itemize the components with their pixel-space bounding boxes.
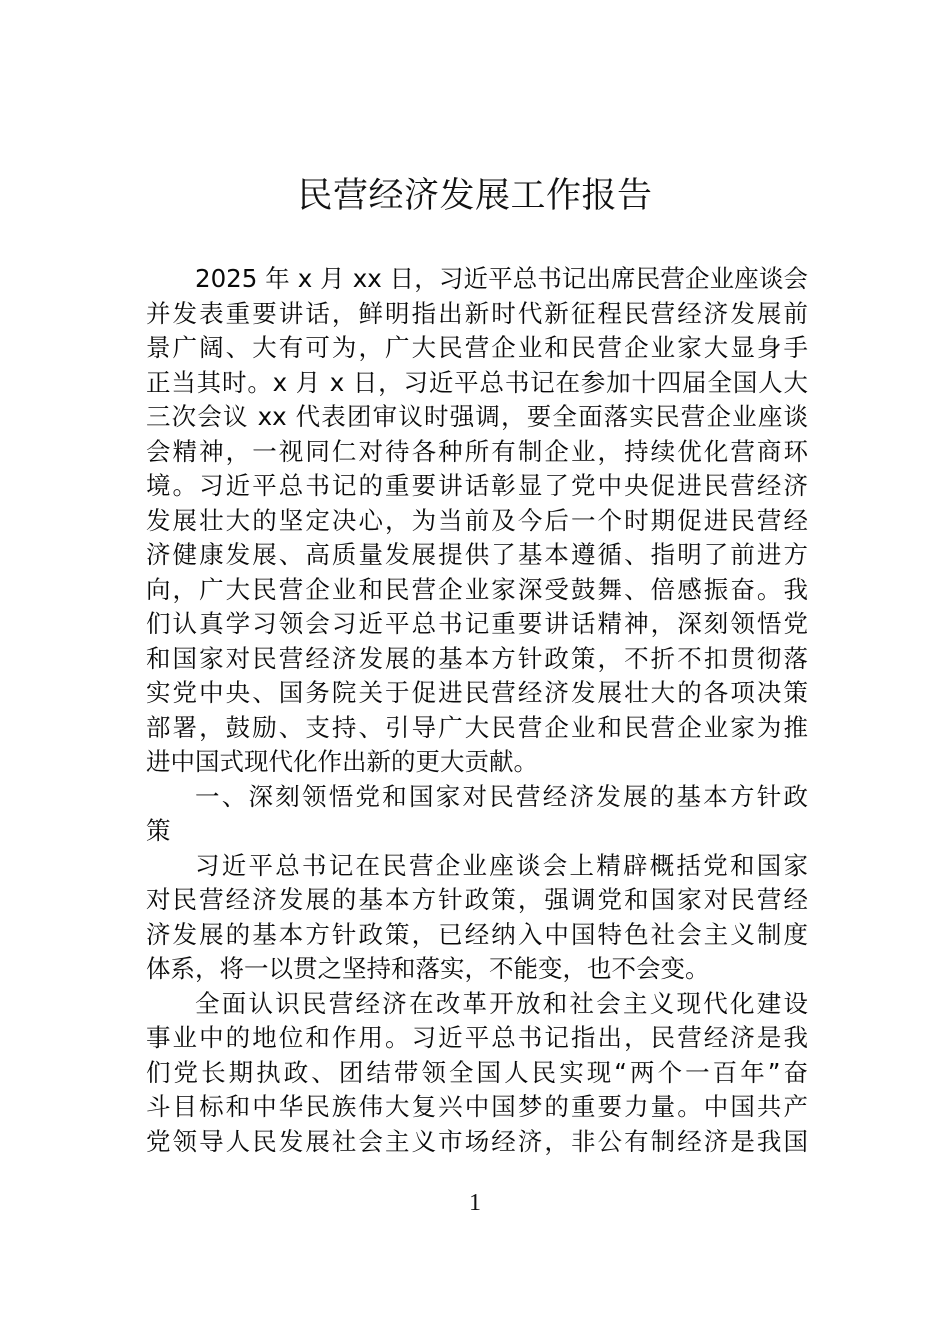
- text-line: 2025 年 x 月 xx 日，习近平总书记出席民营企业座谈会: [195, 264, 808, 293]
- text-line: 党领导人民发展社会主义市场经济，非公有制经济是我国: [146, 1126, 808, 1156]
- text-line: 向，广大民营企业和民营企业家深受鼓舞、倍感振奋。我: [146, 574, 808, 604]
- section-heading-line: 一、深刻领悟党和国家对民营经济发展的基本方针政: [195, 781, 808, 811]
- text-line: 对民营经济发展的基本方针政策，强调党和国家对民营经: [146, 885, 808, 914]
- text-line: 并发表重要讲话，鲜明指出新时代新征程民营经济发展前: [146, 298, 808, 328]
- text-line: 事业中的地位和作用。习近平总书记指出，民营经济是我: [146, 1023, 808, 1052]
- text-line: 和国家对民营经济发展的基本方针政策，不折不扣贯彻落: [146, 643, 808, 673]
- text-line: 境。习近平总书记的重要讲话彰显了党中央促进民营经济: [146, 471, 808, 500]
- text-line: 济健康发展、高质量发展提供了基本遵循、指明了前进方: [146, 540, 808, 569]
- text-line: 会精神，一视同仁对待各种所有制企业，持续优化营商环: [146, 436, 808, 466]
- document-title: 民营经济发展工作报告: [297, 176, 653, 216]
- text-line: 全面认识民营经济在改革开放和社会主义现代化建设: [195, 988, 808, 1018]
- text-line: 正当其时。x 月 x 日，习近平总书记在参加十四届全国人大: [146, 367, 808, 397]
- text-line: 部署，鼓励、支持、引导广大民营企业和民营企业家为推: [146, 712, 808, 742]
- text-line: 斗目标和中华民族伟大复兴中国梦的重要力量。中国共产: [146, 1092, 808, 1121]
- text-line: 习近平总书记在民营企业座谈会上精辟概括党和国家: [195, 850, 808, 880]
- text-line: 体系，将一以贯之坚持和落实，不能变，也不会变。: [146, 954, 710, 983]
- text-line: 景广阔、大有可为，广大民营企业和民营企业家大显身手: [146, 333, 808, 362]
- text-line: 发展壮大的坚定决心，为当前及今后一个时期促进民营经: [146, 505, 808, 535]
- text-line: 三次会议 xx 代表团审议时强调，要全面落实民营企业座谈: [146, 402, 808, 431]
- document-body: [146, 262, 808, 1159]
- page-number: 1: [469, 1190, 481, 1216]
- text-line: 们认真学习领会习近平总书记重要讲话精神，深刻领悟党: [146, 609, 808, 638]
- text-line: 们党长期执政、团结带领全国人民实现“两个一百年”奋: [146, 1057, 808, 1087]
- section-heading-line: 策: [146, 816, 171, 845]
- text-line: 实党中央、国务院关于促进民营经济发展壮大的各项决策: [146, 678, 808, 707]
- text-line: 济发展的基本方针政策，已经纳入中国特色社会主义制度: [146, 919, 808, 949]
- text-line: 进中国式现代化作出新的更大贡献。: [146, 747, 538, 776]
